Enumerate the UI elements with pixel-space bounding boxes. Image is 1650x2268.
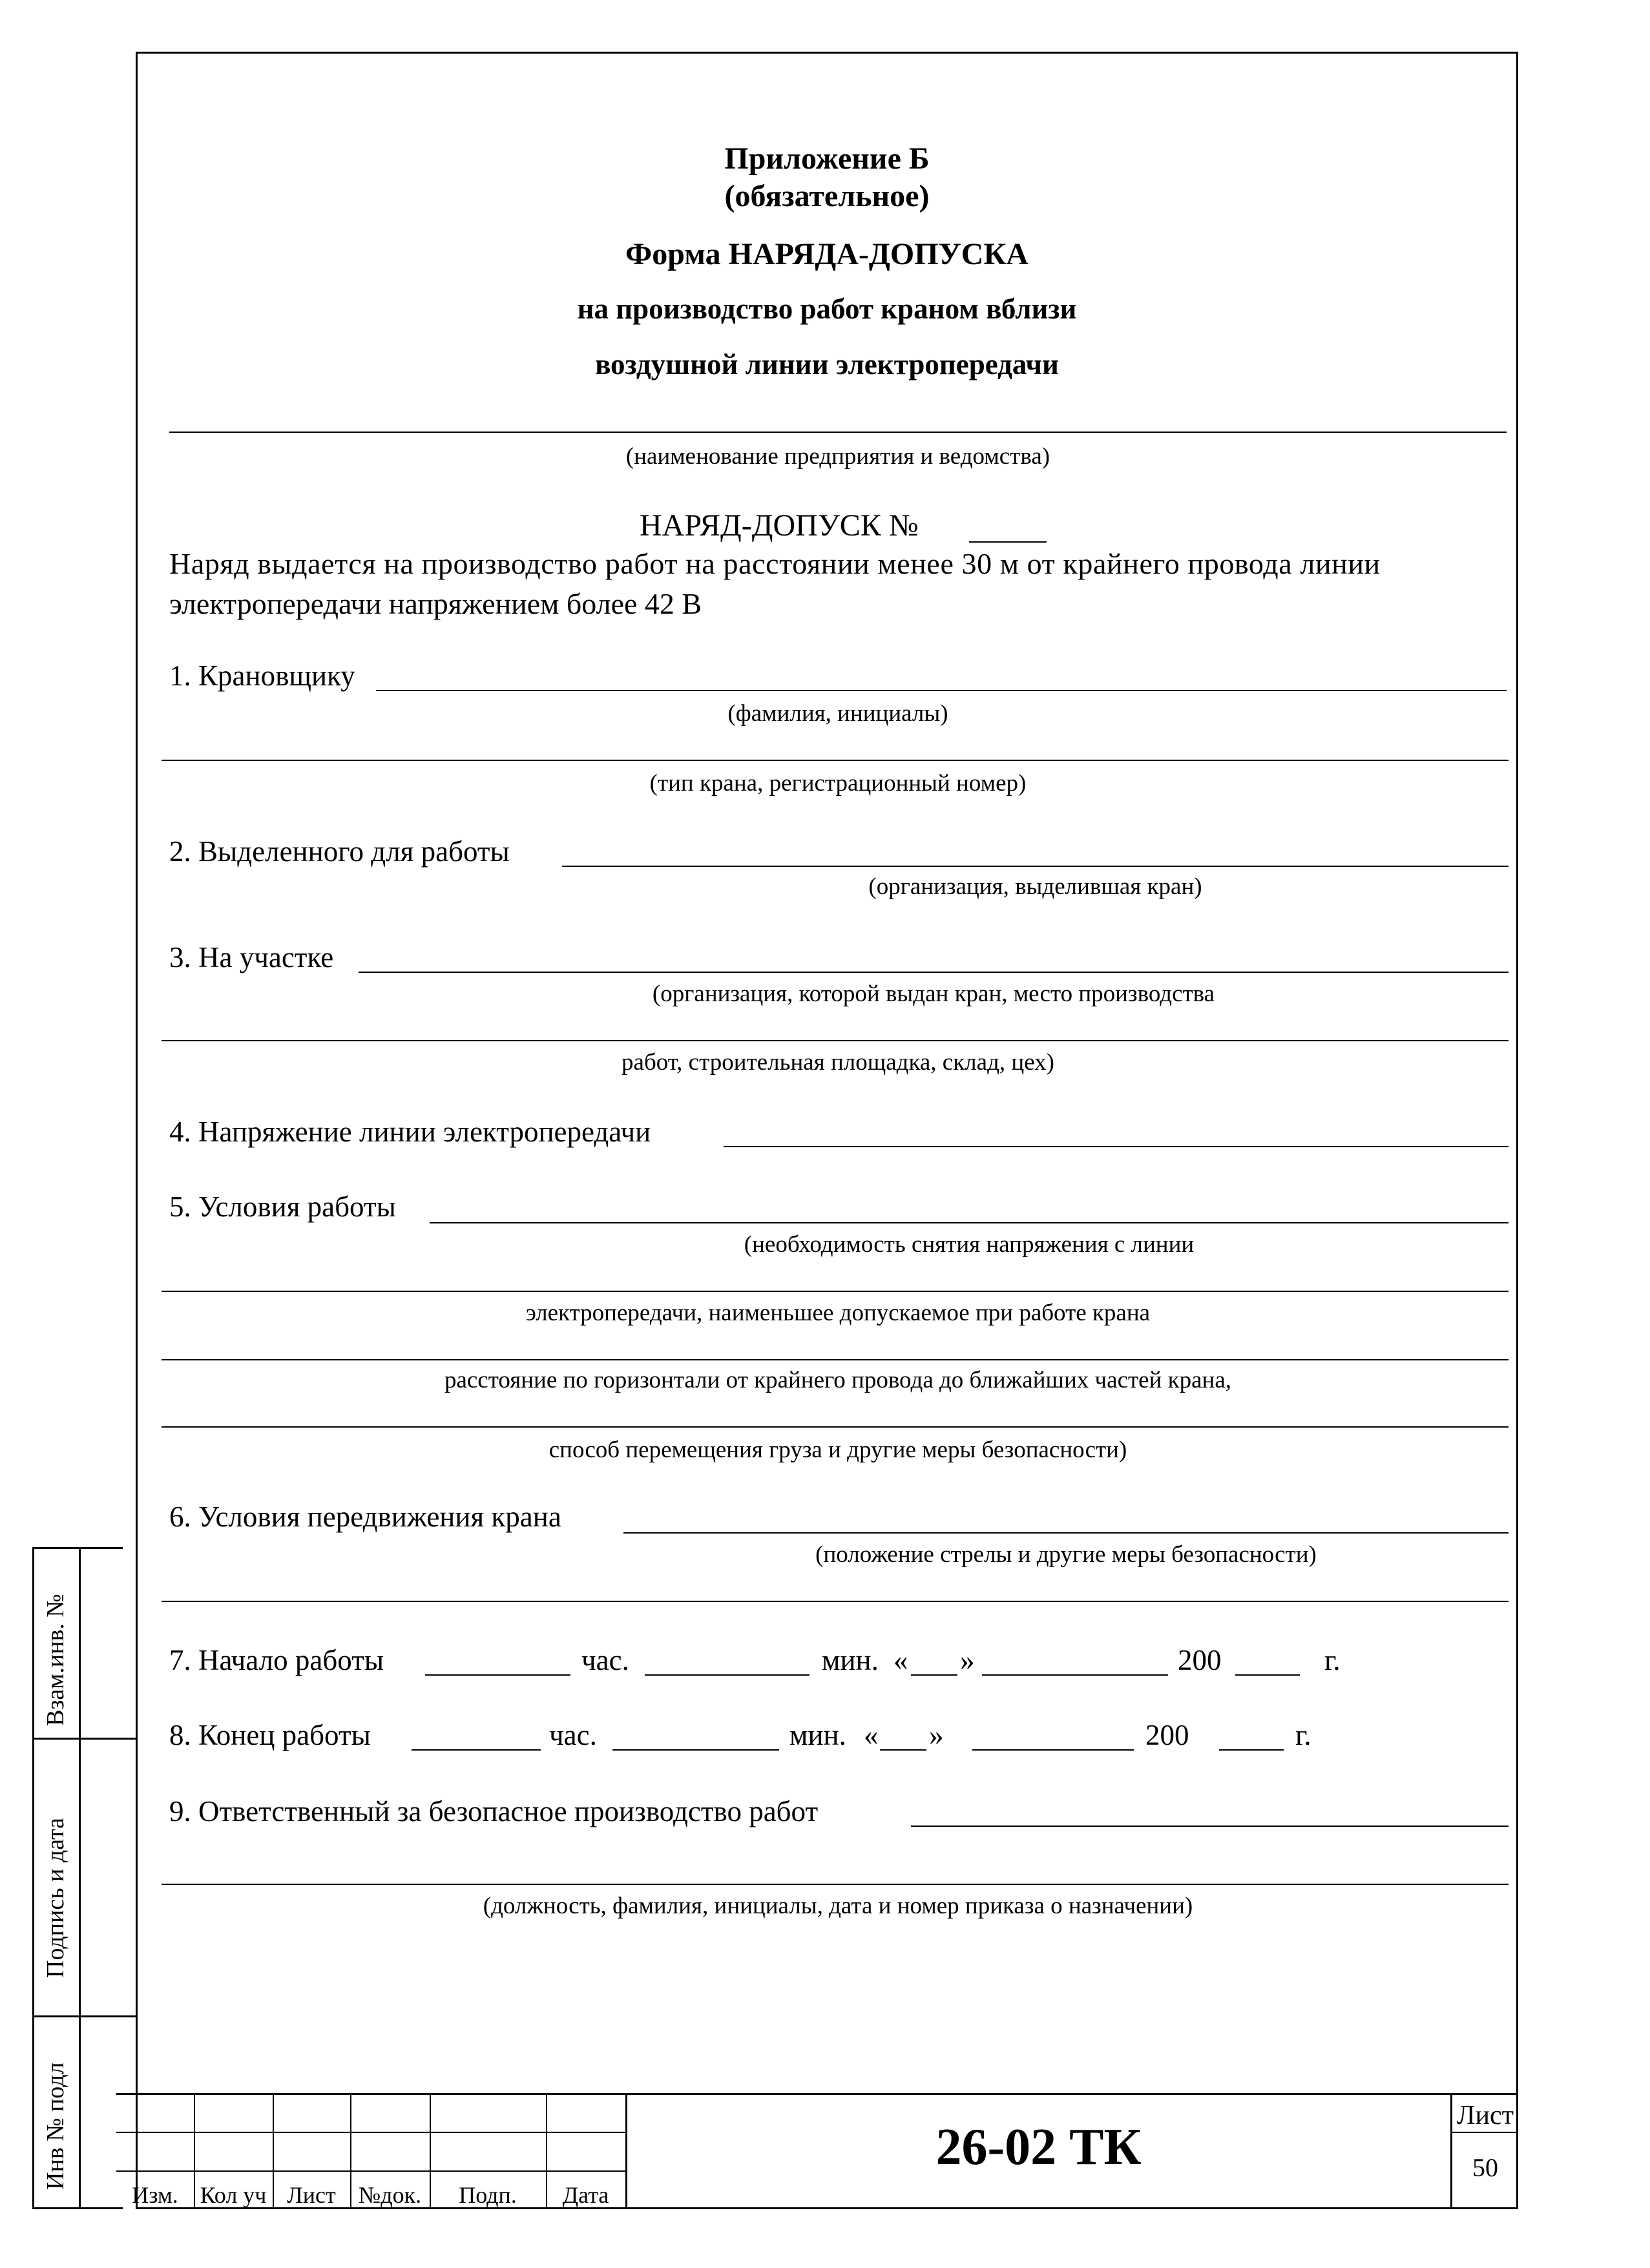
item-7-hours: час. [581, 1644, 629, 1676]
form-subtitle-2: воздушной линии электропередачи [595, 348, 1059, 380]
item-5-caption-2: электропередачи, наименьшее допускаемое при работе крана [525, 1300, 1151, 1326]
permit-title: НАРЯД-ДОПУСК № [640, 508, 919, 543]
enterprise-caption: (наименование предприятия и ведомства) [625, 443, 1050, 470]
item-7-year-line [1235, 1674, 1300, 1676]
item-9-caption: (должность, фамилия, инициалы, дата и номер приказа о назначении) [483, 1893, 1193, 1919]
appendix-title: Приложение Б [724, 141, 930, 176]
item-1-line-2 [162, 760, 1509, 761]
titleblock-sheet-row-line [1450, 2132, 1518, 2133]
sheet-label: Лист [1457, 2101, 1514, 2130]
stamp-col-data: Дата [562, 2182, 609, 2208]
appendix-mandatory: (обязательное) [724, 179, 930, 213]
item-1-caption-2: (тип крана, регистрационный номер) [649, 770, 1027, 796]
form-subtitle-1: на производство работ краном вблизи [577, 293, 1077, 325]
item-4-line [724, 1146, 1509, 1147]
stamp-col-list: Лист [287, 2182, 336, 2208]
item-8-hours: час. [549, 1719, 597, 1751]
item-8-quote-close: » [929, 1719, 944, 1751]
permit-desc-2: электропередачи напряжением более 42 В [169, 587, 702, 620]
item-3-line [359, 972, 1509, 973]
item-3-caption-1: (организация, которой выдан кран, место производства [652, 981, 1215, 1007]
item-7-quote-open: « [893, 1644, 908, 1676]
item-8-label: 8. Конец работы [169, 1719, 371, 1751]
item-8-year-suffix: г. [1295, 1719, 1311, 1751]
side-stamp-row-line-2 [32, 2015, 136, 2017]
item-1-caption-1: (фамилия, инициалы) [727, 700, 948, 727]
item-1-line [376, 690, 1507, 691]
item-1-label: 1. Крановщику [169, 660, 355, 692]
stamp-col-ndok: №док. [358, 2182, 422, 2208]
titleblock-row-line-1 [116, 2132, 627, 2133]
item-3-label: 3. На участке [169, 941, 334, 973]
side-stamp-row-line-1 [32, 1738, 136, 1740]
item-8-minutes: мин. [789, 1719, 846, 1751]
item-4-label: 4. Напряжение линии электропередачи [169, 1116, 651, 1148]
item-8-quote-open: « [864, 1719, 879, 1751]
side-label-podpis: Подпись и дата [42, 1817, 69, 1978]
item-2-caption: (организация, выделившая кран) [868, 873, 1202, 900]
item-8-hours-line [412, 1749, 541, 1751]
item-7-year-suffix: г. [1324, 1644, 1341, 1676]
item-8-minutes-line [612, 1749, 779, 1751]
item-6-caption: (положение стрелы и другие меры безопасности) [815, 1541, 1317, 1568]
item-8-day-line [880, 1749, 926, 1751]
side-label-inv: Инв № подл [42, 2062, 69, 2190]
sheet-number: 50 [1472, 2153, 1498, 2182]
item-2-line [562, 866, 1509, 867]
document-code: 26-02 ТК [935, 2119, 1142, 2176]
stamp-col-izm: Изм. [132, 2182, 178, 2208]
item-6-line [623, 1532, 1509, 1534]
item-8-year-prefix: 200 [1145, 1719, 1189, 1751]
side-label-vzam: Взам.инв. № [42, 1594, 69, 1726]
item-7-year-prefix: 200 [1178, 1644, 1222, 1676]
stamp-col-kol: Кол уч [200, 2182, 267, 2208]
item-3-caption-2: работ, строительная площадка, склад, цех) [621, 1049, 1054, 1076]
item-5-line-4 [162, 1426, 1509, 1428]
item-6-label: 6. Условия передвижения крана [169, 1501, 561, 1533]
item-7-minutes-line [645, 1674, 809, 1676]
item-7-label: 7. Начало работы [169, 1644, 384, 1676]
item-7-month-line [982, 1674, 1168, 1676]
item-5-line-2 [162, 1291, 1509, 1292]
enterprise-line [169, 432, 1507, 433]
item-7-hours-line [425, 1674, 570, 1676]
item-7-day-line [911, 1674, 957, 1676]
stamp-col-podp: Подп. [459, 2182, 517, 2208]
item-5-line-3 [162, 1359, 1509, 1360]
titleblock-row-line-2 [116, 2170, 627, 2172]
item-6-line-2 [162, 1601, 1509, 1602]
item-2-label: 2. Выделенного для работы [169, 835, 510, 868]
item-7-minutes: мин. [822, 1644, 879, 1676]
item-5-caption-4: способ перемещения груза и другие меры безопасности) [548, 1437, 1127, 1463]
item-9-label: 9. Ответственный за безопасное производство работ [169, 1795, 819, 1827]
item-9-line [911, 1826, 1509, 1827]
item-8-year-line [1219, 1749, 1284, 1751]
item-5-caption-3: расстояние по горизонтали от крайнего провода до ближайших частей крана, [444, 1367, 1232, 1393]
form-title: Форма НАРЯДА-ДОПУСКА [625, 237, 1029, 271]
permit-number-line [969, 541, 1047, 543]
item-5-label: 5. Условия работы [169, 1191, 396, 1223]
side-stamp-divider [79, 1547, 81, 2209]
item-5-line [430, 1222, 1509, 1223]
item-3-line-2 [162, 1040, 1509, 1041]
titleblock-top-line [116, 2093, 1518, 2095]
item-9-line-2 [162, 1884, 1509, 1885]
item-8-month-line [972, 1749, 1134, 1751]
item-5-caption-1: (необходимость снятия напряжения с линии [744, 1231, 1195, 1258]
permit-desc-1: Наряд выдается на производство работ на расстоянии менее 30 м от крайнего провода линии [169, 547, 1381, 580]
item-7-quote-close: » [960, 1644, 975, 1676]
